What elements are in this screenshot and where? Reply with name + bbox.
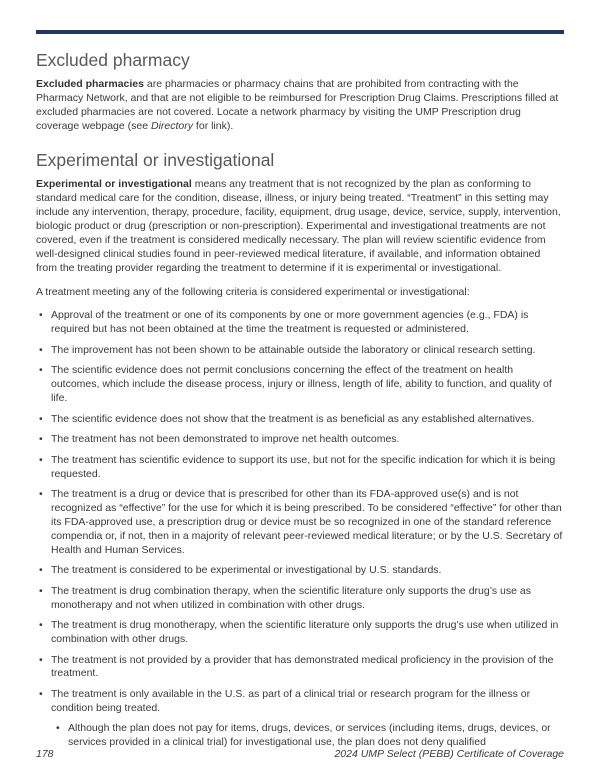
criteria-bullet: • The scientific evidence does not permit conclusions concerning the effect of the treatment on health outcomes, which include the disease process, injury or illness, length of life, ability to function, and quality of life. <box>36 364 564 406</box>
experimental-definition-body: means any treatment that is not recognized by the plan as conforming to standard medical care for the condition, disease, illness, or injury being treated. “Treatment” in this setting may include any intervention, therapy, procedure, facility, equipment, drug usage, device, service, supply, intervention, biologic product or drug (prescription or non-prescription). Experimental and investigational treatments are not covered, even if the treatment is considered medically necessary. The plan will review scientific evidence from well-designed clinical studies found in peer-reviewed medical literature, if available, and information obtained from the treating provider regarding the treatment to determine if it is experimental or investigational. <box>36 177 561 274</box>
criteria-intro-line: A treatment meeting any of the following criteria is considered experimental or investigational: <box>36 285 470 298</box>
criteria-bullet: • The scientific evidence does not show that the treatment is as beneficial as any established alternatives. <box>36 413 564 427</box>
experimental-bold-lead: Experimental or investigational <box>36 177 192 190</box>
criteria-bullet: • The treatment is drug monotherapy, when the scientific literature only supports the drug’s use when utilized in combination with other drugs. <box>36 619 564 647</box>
page-top-rule <box>36 30 564 34</box>
criteria-list <box>36 309 564 750</box>
criteria-bullet: • The treatment is a drug or device that is prescribed for other than its FDA-approved use(s) and is not recognized as “effective” for the use for which it is being prescribed. To be considered “effective” for other than its FDA-approved use, a prescription drug or device must be so recognized in one of the standard reference compendia or, if not, then in a majority of relevant peer-reviewed medical literature; or by the U.S. Secretary of Health and Human Services. <box>36 488 564 558</box>
criteria-bullet: • The treatment is considered to be experimental or investigational by U.S. standards. <box>36 564 564 578</box>
footer-document-title: 2024 UMP Select (PEBB) Certificate of Coverage <box>334 748 564 761</box>
criteria-bullet: • The treatment has not been demonstrated to improve net health outcomes. <box>36 433 564 447</box>
criteria-bullet: • The treatment is drug combination therapy, when the scientific literature only supports the drug’s use as monotherapy and not when utilized in combination with other drugs. <box>36 585 564 613</box>
excluded-pharmacy-body-tail: for link). <box>193 119 234 132</box>
footer-page-number: 178 <box>36 748 54 761</box>
criteria-sub-bullet: • Although the plan does not pay for items, drugs, devices, or services (including items, drugs, devices, or services provided in a clinical trial) for investigational use, the plan does not deny qualified <box>36 722 564 750</box>
criteria-bullet: • The treatment is not provided by a provider that has demonstrated medical proficiency in the provision of the treatment. <box>36 654 564 682</box>
excluded-pharmacy-bold-lead: Excluded pharmacies <box>36 77 144 90</box>
criteria-bullet: • The improvement has not been shown to be attainable outside the laboratory or clinical research setting. <box>36 344 564 358</box>
page-footer <box>36 748 564 762</box>
criteria-bullet: • Approval of the treatment or one of its components by one or more government agencies (e.g., FDA) is required but has not been obtained at the time the treatment is requested or administered. <box>36 309 564 337</box>
criteria-bullet: • The treatment has scientific evidence to support its use, but not for the specific indication for which it is being requested. <box>36 454 564 482</box>
excluded-pharmacy-paragraph <box>36 78 564 134</box>
criteria-bullet: • The treatment is only available in the U.S. as part of a clinical trial or research program for the illness or condition being treated. <box>36 688 564 716</box>
excluded-pharmacy-body-text: are pharmacies or pharmacy chains that are prohibited from contracting with the Pharmacy Network, and that are not eligible to be reimbursed for Prescription Drug Claims. Prescriptions filled at excluded pharmacies are not covered. Locate a network pharmacy by visiting the UMP Prescription drug coverage webpage (see <box>36 77 559 132</box>
experimental-definition-paragraph <box>36 178 564 276</box>
heading-experimental-investigational: Experimental or investigational <box>36 149 275 170</box>
directory-cross-reference: Directory <box>151 119 194 132</box>
heading-excluded-pharmacy: Excluded pharmacy <box>36 49 190 70</box>
